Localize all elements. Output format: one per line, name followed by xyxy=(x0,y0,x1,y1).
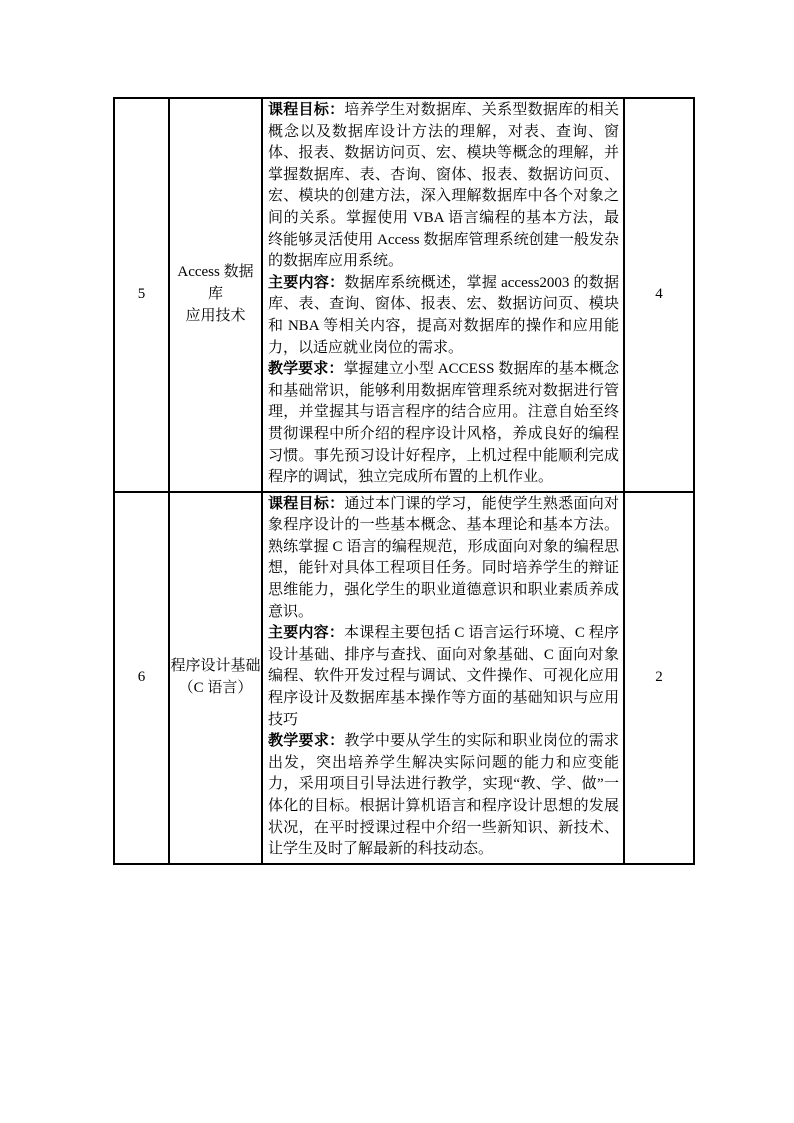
course-name-line: Access 数据库 xyxy=(177,264,254,303)
paragraph-text: 本课程主要包括 C 语言运行环境、C 程序设计基础、排序与查找、面向对象基础、C 面向对象编程、软件开发过程与调试、文件操作、可视化应用程序设计及数据库基本操作等方面的基础知识与应用技巧 xyxy=(268,625,619,728)
paragraph-label: 课程目标： xyxy=(268,495,345,512)
course-name-line: 应用技术 xyxy=(185,307,246,324)
paragraph-label: 主要内容： xyxy=(268,274,345,291)
paragraph-label: 主要内容： xyxy=(268,625,345,642)
main-content-paragraph xyxy=(268,623,619,731)
course-hours-cell: 4 xyxy=(624,98,694,492)
course-syllabus-table xyxy=(113,97,695,865)
paragraph-text: 教学中要从学生的实际和职业岗位的需求出发，突出培养学生解决实际问题的能力和应变能力，采用项目引导法进行教学，实现“教、学、做”一体化的目标。根据计算机语言和程序设计思想的发展状况，在平时授课过程中介绍一些新知识、新技术、让学生及时了解最新的科技动态。 xyxy=(268,733,619,858)
paragraph-text: 数据库系统概述，掌握 access2003 的数据库、表、查询、窗体、报表、宏、数据访问页、模块和 NBA 等相关内容，提高对数据库的操作和应用能力，以适应就业岗位的需求。 xyxy=(268,274,619,356)
paragraph-text: 培养学生对数据库、关系型数据库的相关概念以及数据库设计方法的理解，对表、查询、窗体、报表、数据访问页、宏、模块等概念的理解，并掌握数据库、表、杏询、窗体、报表、数据访问页、宏、模块的创建方法，深入理解数据库中各个对象之间的关系。掌握使用 VBA 语言编程的基本方法，最终能够灵活使用 Access 数据库管理系统创建一般发杂的数据库应用系统。 xyxy=(268,102,619,270)
table-row-course-6 xyxy=(114,492,694,864)
paragraph-label: 教学要求： xyxy=(268,733,345,750)
course-name-cell xyxy=(169,492,262,864)
paragraph-label: 教学要求： xyxy=(268,361,344,378)
paragraph-text: 通过本门课的学习，能使学生熟悉面向对象程序设计的一些基本概念、基本理论和基本方法。熟练掌握 C 语言的编程规范，形成面向对象的编程思想，能针对具体工程项目任务。同时培养学生的辩证思维能力，强化学生的职业道德意识和职业素质养成意识。 xyxy=(268,495,619,620)
table-row-course-5 xyxy=(114,98,694,492)
main-content-paragraph xyxy=(268,273,619,359)
course-goal-paragraph xyxy=(268,100,619,273)
course-description-cell xyxy=(262,98,624,492)
course-name-line: （C 语言） xyxy=(178,679,253,696)
course-number-cell: 5 xyxy=(114,98,169,492)
paragraph-label: 课程目标： xyxy=(268,102,345,118)
course-goal-paragraph xyxy=(268,494,619,624)
teaching-requirement-paragraph xyxy=(268,359,619,489)
course-hours-cell: 2 xyxy=(624,492,694,864)
course-name-line: 程序设计基础 xyxy=(170,658,261,675)
paragraph-text: 掌握建立小型 ACCESS 数据库的基本概念和基础常识，能够利用数据库管理系统对数据进行管理，并堂握其与语言程序的结合应用。注意自始至终贯彻课程中所介绍的程序设计风格，养成良好的编程习惯。事先预习设计好程序，上机过程中能顺利完成程序的调试，独立完成所布置的上机作业。 xyxy=(268,361,619,486)
course-number-cell: 6 xyxy=(114,492,169,864)
course-name-cell xyxy=(169,98,262,492)
course-description-cell xyxy=(262,492,624,864)
teaching-requirement-paragraph xyxy=(268,731,619,861)
